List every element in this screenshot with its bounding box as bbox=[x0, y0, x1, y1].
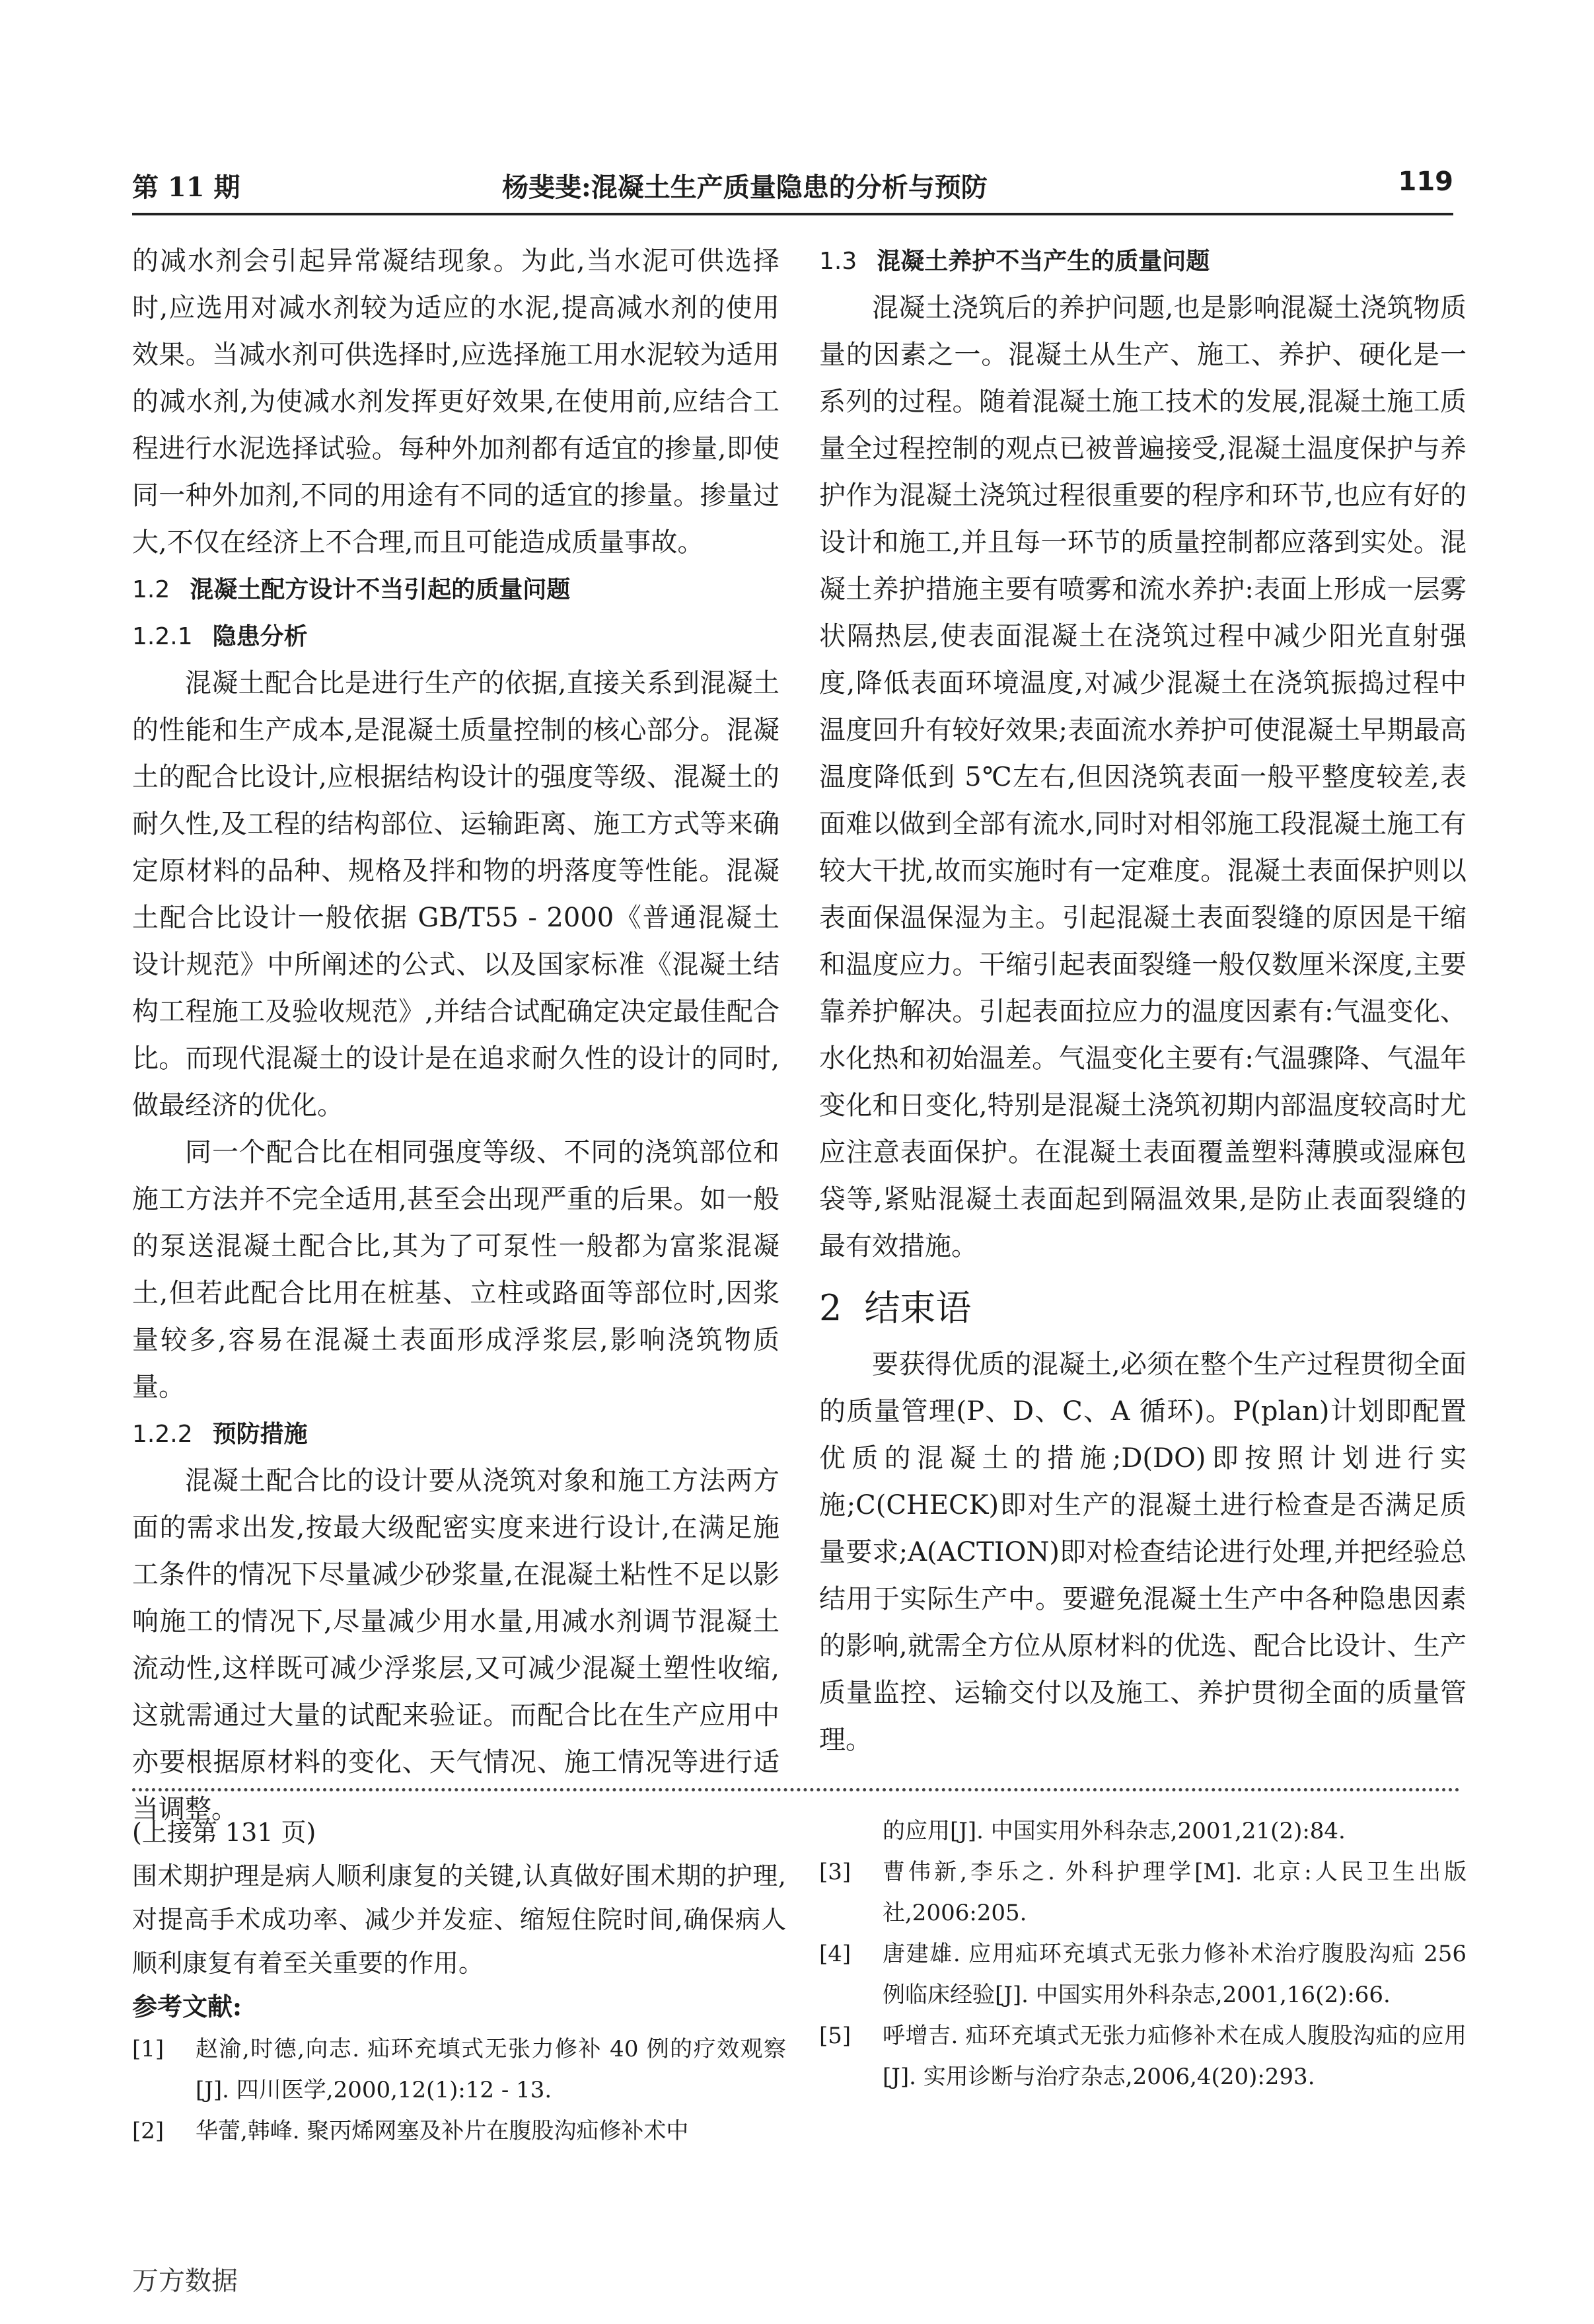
reference-tag: [2] bbox=[132, 2118, 164, 2144]
section-1-2-1-title: 隐患分析 bbox=[212, 622, 308, 650]
reference-item bbox=[819, 2015, 1467, 2097]
section-1-3-heading bbox=[819, 238, 1467, 285]
left-paragraph-4: 混凝土配合比的设计要从浇筑对象和施工方法两方面的需求出发,按最大级配密实度来进行设计,在满足施工条件的情况下尽量减少砂浆量,在混凝土粘性不足以影响施工的情况下,尽量减少用水量,用减水剂调节混凝土流动性,这样既可减少浮浆层,又可减少混凝土塑性收缩,这就需通过大量的试配来验证。而配合比在生产应用中亦要根据原材料的变化、天气情况、施工情况等进行适当调整。 bbox=[132, 1466, 779, 1824]
reference-tag: [1] bbox=[132, 2036, 164, 2062]
running-header bbox=[132, 167, 1453, 213]
page-number: 119 bbox=[1398, 167, 1453, 197]
section-1-2-1-heading bbox=[132, 613, 779, 660]
section-2-title: 结束语 bbox=[864, 1287, 972, 1329]
continued-article-left bbox=[132, 1811, 786, 2152]
section-1-2-2-heading bbox=[132, 1411, 779, 1458]
section-2-number: 2 bbox=[819, 1287, 842, 1329]
reference-item bbox=[132, 2111, 786, 2152]
reference-item bbox=[819, 1933, 1467, 2015]
section-1-2-2-number: 1.2.2 bbox=[132, 1421, 193, 1448]
reference-text: 呼增吉. 疝环充填式无张力疝修补术在成人腹股沟疝的应用[J]. 实用诊断与治疗杂志,2006,4(20):293. bbox=[883, 2023, 1467, 2090]
left-paragraph-3: 同一个配合比在相同强度等级、不同的浇筑部位和施工方法并不完全适用,甚至会出现严重的后果。如一般的泵送混凝土配合比,其为了可泵性一般都为富浆混凝土,但若此配合比用在桩基、立柱或路面等部位时,因浆量较多,容易在混凝土表面形成浮浆层,影响浇筑物质量。 bbox=[132, 1137, 779, 1402]
left-paragraph-2: 混凝土配合比是进行生产的依据,直接关系到混凝土的性能和生产成本,是混凝土质量控制的核心部分。混凝土的配合比设计,应根据结构设计的强度等级、混凝土的耐久性,及工程的结构部位、运输距离、施工方式等来确定原材料的品种、规格及拌和物的坍落度等性能。混凝土配合比设计一般依据 GB/T55 - 2000《普通混凝土设计规范》中所阐述的公式、以及国家标准《混凝土结构工程施工及验收规范》,并结合试配确定决定最佳配合比。而现代混凝土的设计是在追求耐久性的设计的同时,做最经济的优化。 bbox=[132, 668, 779, 1121]
references-heading: 参考文献: bbox=[132, 1992, 242, 2021]
reference-continuation: 的应用[J]. 中国实用外科杂志,2001,21(2):84. bbox=[883, 1818, 1346, 1844]
running-title: 杨斐斐:混凝土生产质量隐患的分析与预防 bbox=[502, 172, 988, 203]
left-paragraph-1: 的减水剂会引起异常凝结现象。为此,当水泥可供选择时,应选用对减水剂较为适应的水泥,提高减水剂的使用效果。当减水剂可供选择时,应选择施工用水泥较为适用的减水剂,为使减水剂发挥更好效果,在使用前,应结合工程进行水泥选择试验。每种外加剂都有适宜的掺量,即使同一种外加剂,不同的用途有不同的适宜的掺量。掺量过大,不仅在经济上不合理,而且可能造成质量事故。 bbox=[132, 246, 779, 558]
section-1-2-number: 1.2 bbox=[132, 576, 170, 603]
reference-text: 赵渝,时德,向志. 疝环充填式无张力修补 40 例的疗效观察[J]. 四川医学,2000,12(1):12 - 13. bbox=[196, 2036, 786, 2103]
section-1-2-2-title: 预防措施 bbox=[212, 1420, 308, 1448]
reference-text: 华蕾,韩峰. 聚丙烯网塞及补片在腹股沟疝修补术中 bbox=[196, 2118, 689, 2144]
continued-from-label: (上接第 131 页) bbox=[132, 1818, 316, 1847]
reference-item bbox=[132, 2029, 786, 2111]
section-1-3-number: 1.3 bbox=[819, 248, 857, 275]
right-paragraph-2: 要获得优质的混凝土,必须在整个生产过程贯彻全面的质量管理(P、D、C、A 循环)。P(plan)计划即配置优质的混凝土的措施;D(DO)即按照计划进行实施;C(CHECK)即对生产的混凝土进行检查是否满足质量要求;A(ACTION)即对检查结论进行处理,并把经验总结用于实际生产中。要避免混凝土生产中各种隐患因素的影响,就需全方位从原材料的优选、配合比设计、生产质量监控、运输交付以及施工、养护贯彻全面的质量管理。 bbox=[819, 1349, 1467, 1755]
reference-text: 曹伟新,李乐之. 外科护理学[M]. 北京:人民卫生出版社,2006:205. bbox=[883, 1859, 1467, 1926]
left-column bbox=[132, 238, 779, 1833]
reference-tag: [4] bbox=[819, 1941, 851, 1967]
right-column bbox=[819, 238, 1467, 1764]
section-1-2-title: 混凝土配方设计不当引起的质量问题 bbox=[190, 576, 571, 603]
reference-tag: [3] bbox=[819, 1859, 851, 1885]
right-paragraph-1: 混凝土浇筑后的养护问题,也是影响混凝土浇筑物质量的因素之一。混凝土从生产、施工、养护、硬化是一系列的过程。随着混凝土施工技术的发展,混凝土施工质量全过程控制的观点已被普遍接受,混凝土温度保护与养护作为混凝土浇筑过程很重要的程序和环节,也应有好的设计和施工,并且每一环节的质量控制都应落到实处。混凝土养护措施主要有喷雾和流水养护:表面上形成一层雾状隔热层,使表面混凝土在浇筑过程中减少阳光直射强度,降低表面环境温度,对减少混凝土在浇筑振捣过程中温度回升有较好效果;表面流水养护可使混凝土早期最高温度降低到 5℃左右,但因浇筑表面一般平整度较差,表面难以做到全部有流水,同时对相邻施工段混凝土施工有较大干扰,故而实施时有一定难度。混凝土表面保护则以表面保温保湿为主。引起混凝土表面裂缝的原因是干缩和温度应力。干缩引起表面裂缝一般仅数厘米深度,主要靠养护解决。引起表面拉应力的温度因素有:气温变化、水化热和初始温差。气温变化主要有:气温骤降、气温年变化和日变化,特别是混凝土浇筑初期内部温度较高时尤应注意表面保护。在混凝土表面覆盖塑料薄膜或湿麻包袋等,紧贴混凝土表面起到隔温效果,是防止表面裂缝的最有效措施。 bbox=[819, 293, 1467, 1261]
continued-text: 围术期护理是病人顺利康复的关键,认真做好围术期的护理,对提高手术成功率、减少并发症、缩短住院时间,确保病人顺利康复有着至关重要的作用。 bbox=[132, 1861, 786, 1978]
section-2-heading bbox=[819, 1282, 1467, 1335]
continued-article-right bbox=[819, 1811, 1467, 2097]
footer-watermark: 万方数据 bbox=[132, 2266, 238, 2296]
reference-tag: [5] bbox=[819, 2023, 851, 2049]
section-1-3-title: 混凝土养护不当产生的质量问题 bbox=[877, 247, 1210, 275]
header-rule bbox=[132, 213, 1453, 215]
issue-number: 第 11 期 bbox=[132, 172, 240, 203]
section-1-2-heading bbox=[132, 566, 779, 613]
section-divider bbox=[132, 1788, 1460, 1791]
reference-text: 唐建雄. 应用疝环充填式无张力修补术治疗腹股沟疝 256 例临床经验[J]. 中国实用外科杂志,2001,16(2):66. bbox=[883, 1941, 1467, 2008]
section-1-2-1-number: 1.2.1 bbox=[132, 623, 193, 650]
reference-item bbox=[819, 1852, 1467, 1933]
